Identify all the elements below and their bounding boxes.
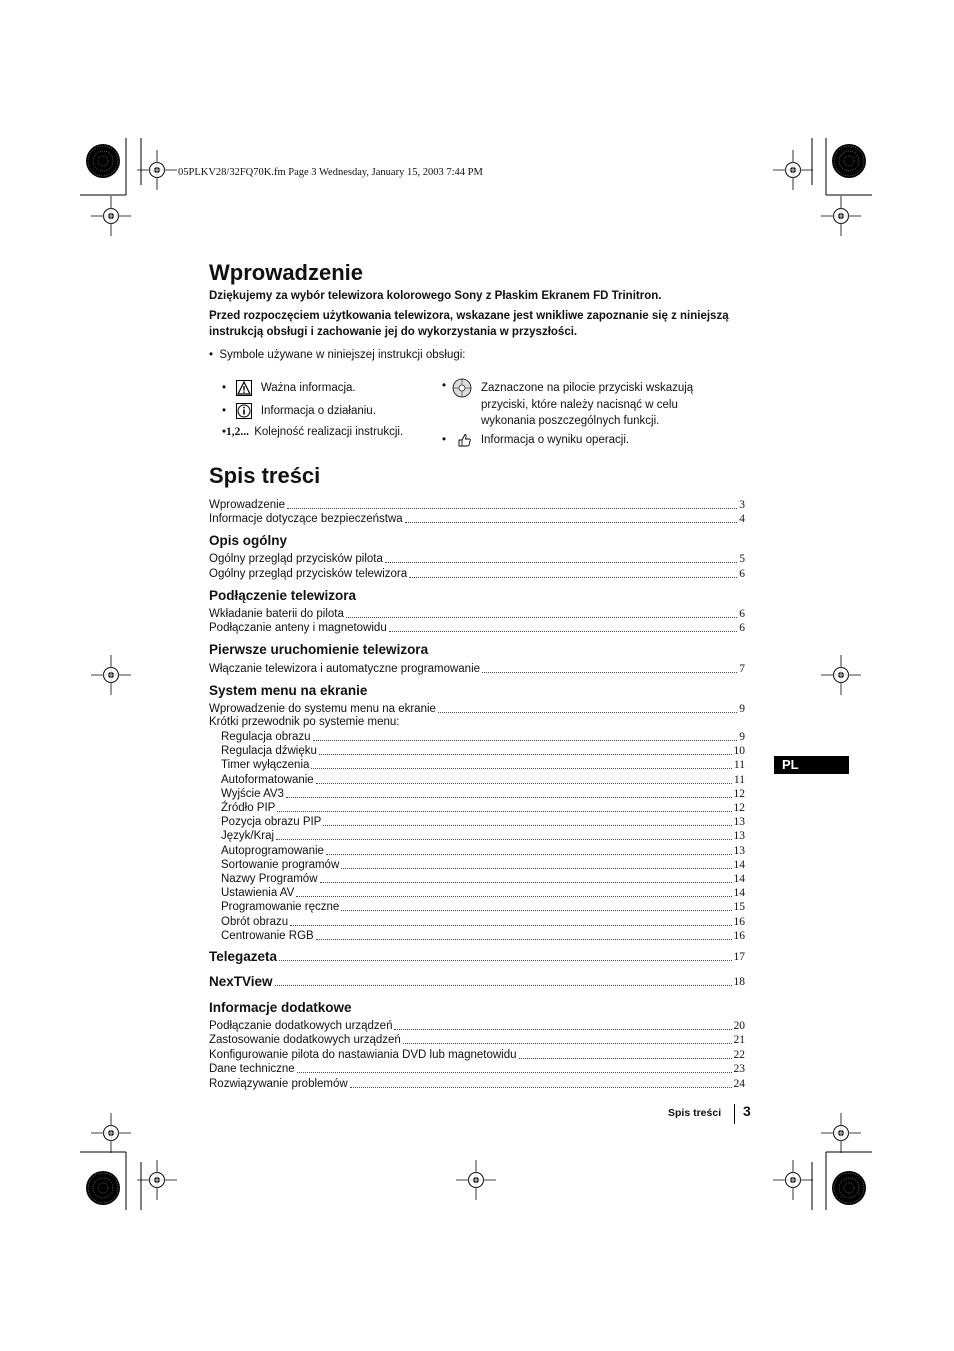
toc-entry-page: 16	[733, 915, 745, 928]
toc-leader-dots	[323, 825, 731, 826]
toc-entry	[221, 730, 745, 744]
toc-entry-label: Timer wyłączenia	[221, 759, 310, 772]
toc-leader-dots	[287, 508, 737, 509]
info-icon	[236, 403, 252, 419]
toc-leader-dots	[296, 896, 731, 897]
remote-button-icon	[452, 378, 472, 398]
toc-entry	[221, 787, 745, 801]
toc-entry	[209, 498, 745, 512]
toc-entry	[209, 662, 745, 676]
toc-entry-label: Zastosowanie dodatkowych urządzeń	[209, 1034, 401, 1046]
warning-triangle-icon	[236, 380, 252, 396]
toc-entry-label: Ustawienia AV	[221, 887, 295, 900]
toc-heading-entry	[209, 975, 745, 989]
toc-entry	[209, 607, 745, 621]
toc-leader-dots	[320, 882, 732, 883]
toc-entry	[209, 512, 745, 526]
toc-entry-page: 11	[733, 759, 745, 772]
symbol-result-text: Informacja o wyniku operacji.	[480, 434, 630, 447]
toc-entry-label: Centrowanie RGB	[221, 929, 314, 942]
symbol-info-row: • Informacja o działaniu.	[222, 403, 376, 419]
toc-entry-page: 14	[733, 887, 745, 900]
toc-leader-dots	[519, 1058, 732, 1059]
toc-entry-label: Podłączanie anteny i magnetowidu	[209, 622, 387, 634]
toc-leader-dots	[277, 811, 731, 812]
toc-entry-label: Konfigurowanie pilota do nastawiania DVD lub magnetowidu	[209, 1049, 517, 1061]
toc-entry-page: 6	[739, 608, 745, 620]
symbol-steps-row	[222, 426, 403, 438]
toc-section-heading: Pierwsze uruchomienie telewizora	[209, 642, 429, 657]
footer-divider	[734, 1104, 735, 1124]
toc-leader-dots	[389, 631, 738, 632]
toc-entry-page: 20	[733, 1020, 745, 1032]
toc-entry	[221, 815, 745, 829]
toc-leader-dots	[286, 797, 732, 798]
toc-entry-label: Ogólny przegląd przycisków pilota	[209, 553, 383, 565]
toc-entry-page: 13	[733, 816, 745, 829]
toc-subheading: Krótki przewodnik po systemie menu:	[209, 716, 400, 728]
toc-entry-page: 16	[733, 929, 745, 942]
toc-leader-dots	[341, 868, 731, 869]
toc-leader-dots	[405, 522, 738, 523]
toc-entry	[221, 872, 745, 886]
intro-paragraph-2: Przed rozpoczęciem użytkowania telewizora, wskazane jest wnikliwe zapoznanie się z niniejszą instrukcją obsługi i zachowanie jej do wykorzystania w przyszłości.	[209, 310, 729, 338]
toc-section-heading: Informacje dodatkowe	[209, 1000, 352, 1015]
toc-entry-page: 23	[733, 1063, 745, 1075]
toc-leader-dots	[326, 854, 732, 855]
toc-entry	[209, 1062, 745, 1076]
toc-section-heading: Opis ogólny	[209, 533, 288, 548]
toc-entry-label: Rozwiązywanie problemów	[209, 1078, 348, 1090]
toc-heading-entry	[209, 950, 745, 964]
toc-entry	[221, 929, 745, 943]
toc-entry-label: Regulacja obrazu	[221, 731, 311, 743]
toc-leader-dots	[346, 617, 737, 618]
toc-entry-label: Ogólny przegląd przycisków telewizora	[209, 568, 408, 580]
toc-entry-page: 12	[733, 802, 745, 814]
toc-entry-page: 13	[733, 830, 745, 843]
toc-leader-dots	[319, 754, 732, 755]
bullet-dot: •	[209, 349, 220, 361]
toc-leader-dots	[313, 740, 738, 741]
toc-entry	[209, 1033, 745, 1047]
toc-entry	[209, 1019, 745, 1033]
intro-title: Wprowadzenie	[209, 260, 364, 285]
toc-entry-label: Dane techniczne	[209, 1063, 295, 1075]
toc-entry-page: 13	[733, 844, 745, 857]
toc-entry-page: 6	[739, 568, 745, 580]
toc-entry-label: Telegazeta	[209, 949, 278, 964]
intro-paragraph-1: Dziękujemy za wybór telewizora kolorowego Sony z Płaskim Ekranem FD Trinitron.	[209, 290, 662, 302]
toc-entry-page: 11	[733, 773, 745, 786]
toc-leader-dots	[350, 1087, 732, 1088]
toc-entry	[221, 886, 745, 900]
toc-entry-page: 22	[733, 1049, 745, 1061]
toc-leader-dots	[482, 672, 737, 673]
toc-entry	[221, 744, 745, 758]
toc-title: Spis treści	[209, 463, 321, 488]
toc-entry	[221, 801, 745, 815]
toc-entry-page: 6	[739, 622, 745, 634]
toc-entry-label: Informacje dotyczące bezpieczeństwa	[209, 513, 403, 525]
toc-entry-label: Wprowadzenie do systemu menu na ekranie	[209, 703, 436, 715]
toc-leader-dots	[394, 1029, 731, 1030]
page-number: 3	[743, 1103, 751, 1119]
toc-entry-label: Regulacja dźwięku	[221, 745, 317, 758]
toc-entry-label: Pozycja obrazu PIP	[221, 816, 322, 829]
toc-entry-page: 7	[739, 663, 745, 675]
toc-entry-page: 17	[733, 951, 745, 963]
footer-section-label: Spis treści	[668, 1107, 722, 1119]
toc-leader-dots	[341, 910, 731, 911]
toc-entry-page: 9	[739, 731, 745, 743]
steps-prefix: •1,2...	[222, 426, 250, 438]
toc-entry	[209, 1048, 745, 1062]
symbol-info-text: Informacja o działaniu.	[260, 405, 376, 418]
toc-entry	[221, 915, 745, 929]
toc-entry-label: Język/Kraj	[221, 830, 275, 843]
toc-entry	[221, 858, 745, 872]
toc-entry-page: 12	[733, 787, 745, 800]
symbol-warning-row: • Ważna informacja.	[222, 380, 356, 396]
toc-entry-page: 5	[739, 553, 745, 565]
toc-leader-dots	[385, 562, 737, 563]
toc-entry-label: Autoformatowanie	[221, 773, 314, 786]
symbol-steps-text: Kolejność realizacji instrukcji.	[254, 426, 404, 438]
toc-entry-label: Wyjście AV3	[221, 787, 284, 800]
toc-leader-dots	[403, 1043, 732, 1044]
toc-entry-label: Obrót obrazu	[221, 915, 289, 928]
toc-entry	[221, 773, 745, 787]
toc-leader-dots	[316, 783, 732, 784]
toc-entry-page: 14	[733, 858, 745, 871]
toc-entry	[209, 1077, 745, 1091]
toc-entry-page: 14	[733, 873, 745, 885]
toc-entry-label: Wprowadzenie	[209, 499, 286, 511]
toc-entry	[209, 552, 745, 566]
toc-entry-page: 4	[739, 513, 745, 525]
toc-leader-dots	[275, 985, 732, 986]
toc-entry-label: Wkładanie baterii do pilota	[209, 608, 344, 620]
symbol-buttons-text: Zaznaczone na pilocie przyciski wskazują przyciski, które należy nacisnąć w celu wykonania poszczególnych funkcji.	[481, 382, 694, 427]
symbol-result-row: • Informacja o wyniku operacji.	[442, 432, 629, 448]
symbols-intro-bullet	[209, 349, 466, 361]
toc-entry-label: Programowanie ręczne	[221, 901, 340, 914]
toc-entry	[221, 900, 745, 914]
toc-entry	[221, 844, 745, 858]
toc-leader-dots	[279, 960, 731, 961]
toc-entry-page: 18	[733, 976, 745, 988]
toc-section-heading: System menu na ekranie	[209, 683, 368, 698]
toc-entry-page: 3	[739, 499, 745, 511]
file-header-line: 05PLKV28/32FQ70K.fm Page 3 Wednesday, January 15, 2003 7:44 PM	[178, 167, 483, 178]
toc-leader-dots	[409, 577, 737, 578]
toc-leader-dots	[311, 768, 732, 769]
symbol-buttons-row: • Zaznaczone na pilocie przyciski wskazują przyciski, które należy nacisnąć w celu wykonania poszczególnych funkcji.	[442, 380, 732, 430]
symbol-warning-text: Ważna informacja.	[260, 382, 356, 395]
toc-leader-dots	[297, 1072, 732, 1073]
hand-ok-icon	[456, 432, 472, 448]
toc-entry-label: Podłączanie dodatkowych urządzeń	[209, 1020, 393, 1032]
toc-leader-dots	[438, 712, 737, 713]
toc-leader-dots	[316, 939, 732, 940]
toc-section-heading: Podłączenie telewizora	[209, 588, 357, 603]
toc-entry-label: Autoprogramowanie	[221, 844, 324, 857]
toc-entry-page: 10	[733, 745, 745, 758]
toc-entry-label: Włączanie telewizora i automatyczne programowanie	[209, 663, 481, 675]
toc-leader-dots	[276, 839, 731, 840]
toc-entry	[209, 702, 745, 716]
toc-entry	[221, 758, 745, 772]
toc-entry-label: Sortowanie programów	[221, 858, 340, 871]
toc-entry-page: 21	[733, 1034, 745, 1046]
toc-entry-page: 15	[733, 901, 745, 914]
toc-entry	[209, 567, 745, 581]
toc-entry	[221, 829, 745, 843]
toc-leader-dots	[290, 925, 731, 926]
toc-entry-label: Źródło PIP	[221, 802, 276, 814]
toc-entry-page: 9	[739, 703, 745, 715]
toc-entry-page: 24	[733, 1078, 745, 1090]
toc-entry	[209, 621, 745, 635]
toc-entry-label: NexTView	[209, 974, 273, 989]
language-tab: PL	[774, 756, 849, 774]
symbols-intro-text: Symbole używane w niniejszej instrukcji obsługi:	[219, 349, 466, 361]
toc-entry-label: Nazwy Programów	[221, 873, 318, 885]
